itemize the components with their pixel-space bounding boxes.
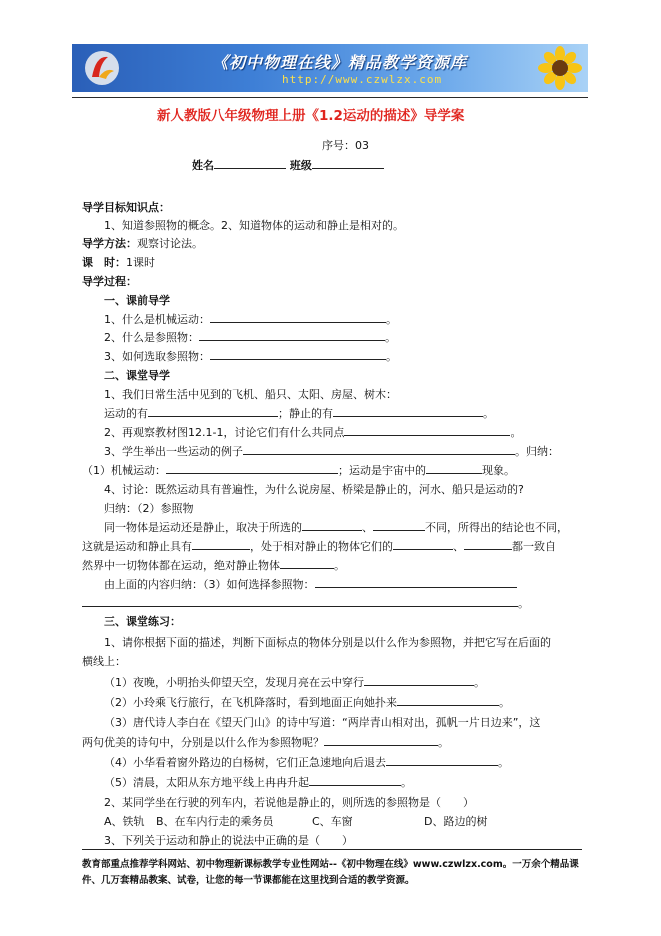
- practice-heading: 三、课堂练习：: [104, 615, 181, 628]
- process-heading: 导学过程：: [82, 275, 137, 288]
- p2-blank-cont: [82, 596, 518, 607]
- practice-q1b: 横线上：: [82, 655, 126, 668]
- option-d: D、路边的树: [424, 815, 488, 828]
- practice-item-3b: [82, 734, 449, 750]
- method-text: 观察讨论法。: [137, 237, 203, 250]
- paragraph-2: [104, 576, 517, 592]
- moving-label: 运动的有: [104, 407, 148, 420]
- period: 。: [334, 559, 345, 572]
- name-blank: [214, 158, 286, 169]
- mechanical-motion-blank: [166, 463, 338, 474]
- paragraph-1b: [82, 538, 556, 554]
- option-b: B、在车内行走的乘务员: [156, 815, 274, 828]
- name-label: 姓名: [192, 159, 214, 172]
- p1b-blank-1: [192, 539, 250, 550]
- footer-line-1: 教育部重点推荐学科网站、初中物理新课标教学专业性网站--《初中物理在线》www.czwlzx.com。一万余个精品课: [82, 859, 579, 870]
- period: 。: [510, 426, 522, 439]
- static-label: ；静止的有: [278, 407, 333, 420]
- document-title: 新人教版八年级物理上册《1.2运动的描述》导学案: [157, 108, 465, 124]
- p1c-text: 然界中一切物体都在运动，绝对静止物体: [82, 559, 280, 572]
- moving-blank: [148, 406, 278, 417]
- class-q2-blank: [344, 425, 510, 436]
- p2-text: 由上面的内容归纳：（3）如何选择参照物：: [104, 578, 315, 591]
- p1b-blank-2: [393, 539, 453, 550]
- class-q1a: 1、我们日常生活中见到的飞机、船只、太阳、房屋、树木：: [104, 388, 397, 401]
- item-3-blank: [324, 735, 438, 746]
- paragraph-1c: [82, 557, 345, 573]
- class-q2-text: 2、再观察教材图12.1-1，讨论它们有什么共同点: [104, 426, 345, 439]
- paragraph-2-cont: [82, 595, 529, 611]
- method-label: 导学方法：: [82, 237, 137, 250]
- paragraph-1a: [104, 519, 568, 535]
- objectives-text: 1、知道参照物的概念。2、知道物体的运动和静止是相对的。: [104, 219, 404, 232]
- class-q4b: 归纳：（2）参照物: [104, 502, 194, 515]
- pre-q2-blank: [199, 330, 385, 341]
- p1a-blank-2: [373, 520, 425, 531]
- class-q1b: [104, 405, 494, 421]
- class-q3b: [82, 462, 515, 478]
- period: 。: [386, 350, 397, 363]
- site-logo-icon: [82, 49, 122, 87]
- practice-item-5: [104, 774, 412, 790]
- header-rule: [72, 97, 588, 98]
- p1a-tail: 不同，所得出的结论也不同，: [425, 521, 568, 534]
- p1b-tail: 都一致自: [512, 540, 556, 553]
- practice-q2-options: [104, 813, 487, 829]
- p1c-blank: [280, 558, 334, 569]
- item-1-blank: [364, 675, 474, 686]
- p1b-blank-3: [464, 539, 512, 550]
- period: 。: [498, 756, 509, 769]
- practice-item-1: [104, 674, 485, 690]
- p1a-text: 同一物体是运动还是静止，取决于所选的: [104, 521, 302, 534]
- class-q3: [104, 443, 559, 459]
- objectives-heading: 导学目标知识点：: [82, 201, 170, 214]
- item-3-text: 两句优美的诗句中，分别是以什么作为参照物呢？: [82, 736, 324, 749]
- p1b-text: 这就是运动和静止具有: [82, 540, 192, 553]
- pre-q3-text: 3、如何选取参照物：: [104, 350, 210, 363]
- name-class-line: [192, 157, 384, 173]
- pre-q3: [104, 348, 397, 364]
- pre-heading: 一、课前导学: [104, 294, 170, 307]
- footer-line-2: 件、几万套精品教案、试卷，让您的每一节课都能在这里找到合适的教学资源。: [82, 875, 415, 886]
- p1b-mid: ，处于相对静止的物体它们的: [250, 540, 393, 553]
- pre-q1: [104, 311, 397, 327]
- mechanical-motion-label: （1）机械运动：: [82, 464, 166, 477]
- hours-line: [82, 254, 155, 270]
- hours-text: 1课时: [126, 256, 155, 269]
- pre-q2: [104, 329, 396, 345]
- practice-q3: 3、下列关于运动和静止的说法中正确的是（ ）: [104, 834, 353, 847]
- period: 。: [385, 331, 396, 344]
- summary-label: 。归纳：: [515, 445, 559, 458]
- class-q2: [104, 424, 521, 440]
- universe-blank: [426, 463, 482, 474]
- class-label: 班级: [289, 159, 312, 172]
- class-heading: 二、课堂导学: [104, 369, 170, 382]
- pre-q2-text: 2、什么是参照物：: [104, 331, 199, 344]
- class-q3-text: 3、学生举出一些运动的例子: [104, 445, 243, 458]
- class-blank: [312, 158, 384, 169]
- class-q4: 4、讨论：既然运动具有普遍性，为什么说房屋、桥梁是静止的，河水、船只是运动的?: [104, 483, 524, 496]
- class-q3-blank: [243, 444, 515, 455]
- serial-number: 序号：03: [322, 139, 369, 152]
- practice-item-2: [104, 694, 510, 710]
- period: 。: [499, 696, 510, 709]
- universe-label: ；运动是宇宙中的: [338, 464, 426, 477]
- hours-label: 课 时：: [82, 256, 126, 269]
- pre-q1-blank: [210, 312, 386, 323]
- pre-q3-blank: [210, 349, 386, 360]
- footer-rule: [82, 849, 582, 850]
- item-1-text: （1）夜晚，小明抬头仰望天空，发现月亮在云中穿行: [104, 676, 364, 689]
- period: 。: [386, 313, 397, 326]
- item-4-text: （4）小华看着窗外路边的白杨树，它们正急速地向后退去: [104, 756, 386, 769]
- static-blank: [333, 406, 483, 417]
- item-5-text: （5）清晨，太阳从东方地平线上冉冉升起: [104, 776, 309, 789]
- period: 。: [483, 407, 494, 420]
- p2-blank: [315, 577, 517, 588]
- banner-url: http://www.czwlzx.com: [282, 73, 443, 86]
- method-line: [82, 235, 203, 251]
- item-4-blank: [386, 755, 498, 766]
- practice-q2: 2、某同学坐在行驶的列车内，若说他是静止的，则所选的参照物是（ ）: [104, 796, 474, 809]
- phenomenon-label: 现象。: [482, 464, 515, 477]
- header-banner: [72, 44, 588, 92]
- period: 。: [518, 597, 529, 610]
- practice-item-3a: （3）唐代诗人李白在《望天门山》的诗中写道：“两岸青山相对出，孤帆一片日边来”，这: [104, 716, 541, 729]
- sunflower-icon: [538, 46, 582, 90]
- p1a-blank-1: [302, 520, 362, 531]
- p1b-sep: 、: [453, 540, 464, 553]
- option-c: C、车窗: [312, 815, 353, 828]
- period: 。: [474, 676, 485, 689]
- practice-item-4: [104, 754, 509, 770]
- banner-title: 《初中物理在线》精品教学资源库: [212, 53, 468, 72]
- item-2-text: （2）小玲乘飞行旅行，在飞机降落时，看到地面正向她扑来: [104, 696, 397, 709]
- period: 。: [438, 736, 449, 749]
- p1a-sep: 、: [362, 521, 373, 534]
- item-2-blank: [397, 695, 499, 706]
- divider: [82, 606, 138, 607]
- pre-q1-text: 1、什么是机械运动：: [104, 313, 210, 326]
- option-a: A、铁轨: [104, 815, 145, 828]
- item-5-blank: [309, 775, 401, 786]
- period: 。: [401, 776, 412, 789]
- practice-q1a: 1、请你根据下面的描述，判断下面标点的物体分别是以什么作为参照物，并把它写在后面的: [104, 636, 551, 649]
